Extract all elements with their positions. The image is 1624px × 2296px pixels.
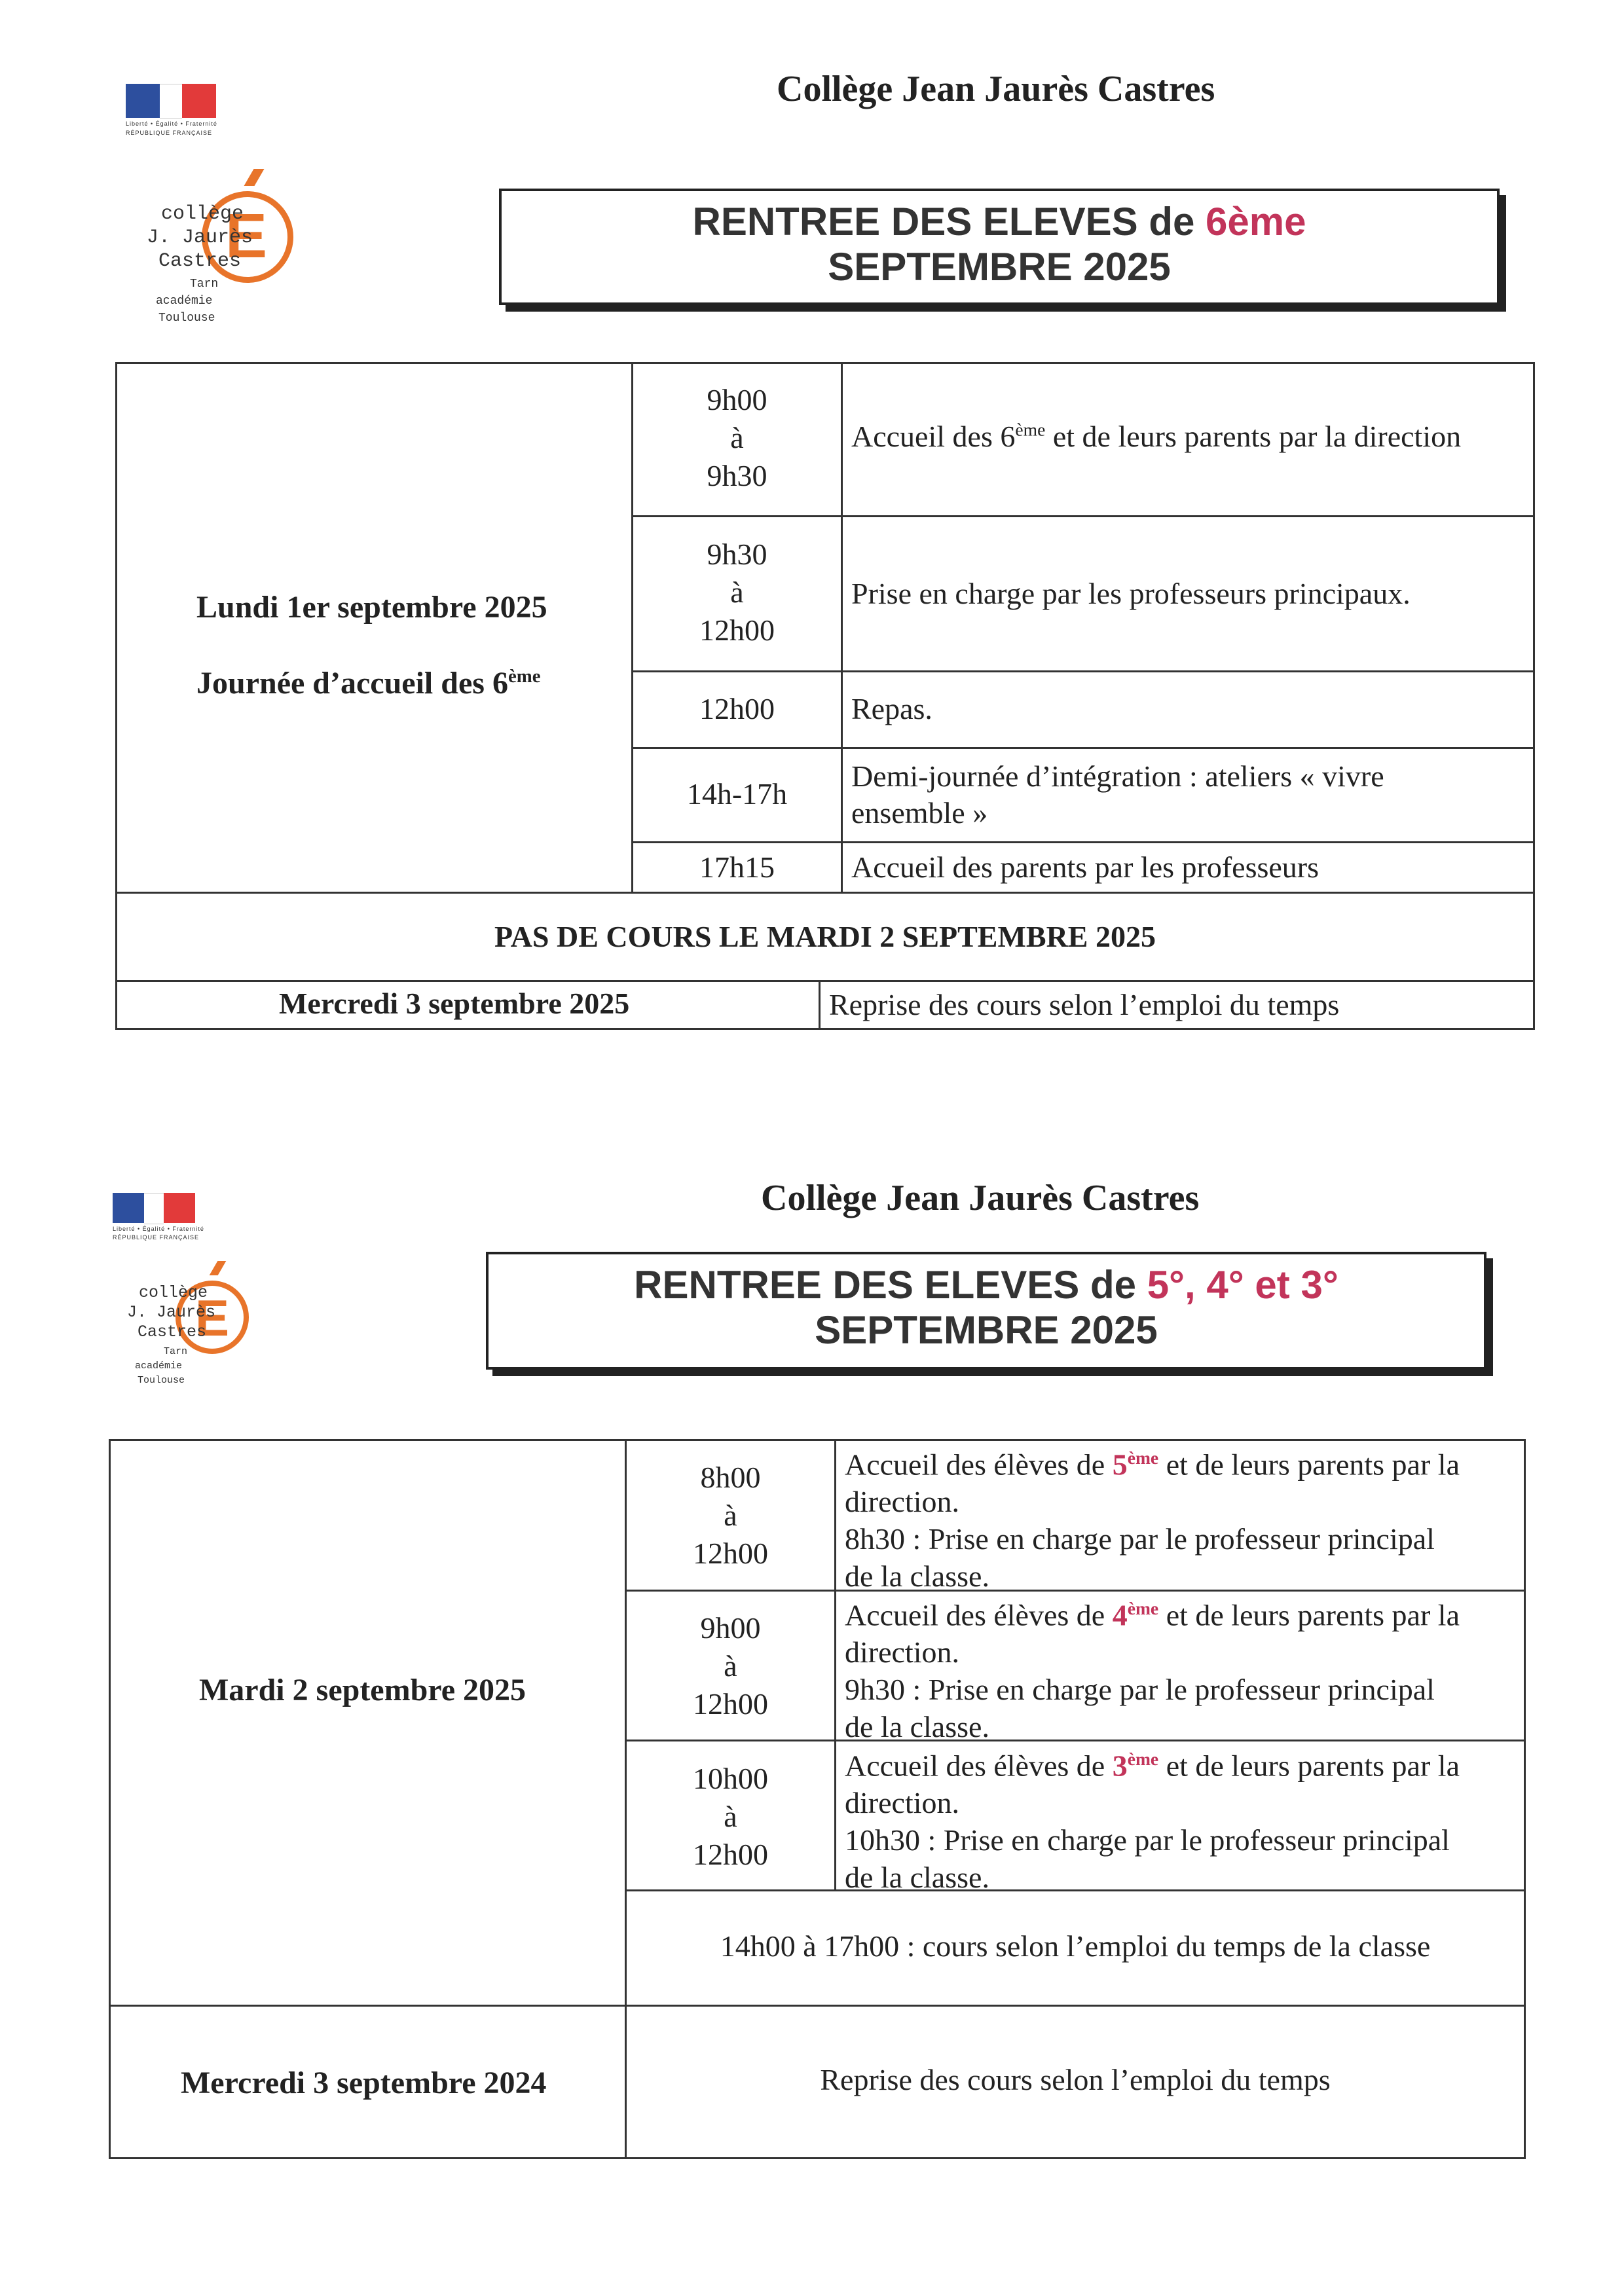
section1-day-label: Lundi 1er septembre 2025 bbox=[196, 590, 547, 625]
section2-row3-time: 10h00 à 12h00 bbox=[693, 1762, 768, 1871]
section1-row5-time: 17h15 bbox=[699, 850, 775, 884]
section1-no-class-notice: PAS DE COURS LE MARDI 2 SEPTEMBRE 2025 bbox=[494, 920, 1156, 953]
flag-caption-republique: RÉPUBLIQUE FRANÇAISE bbox=[126, 130, 213, 136]
section2-afternoon: 14h00 à 17h00 : cours selon l’emploi du temps de la classe bbox=[720, 1929, 1431, 1963]
section1-row2-desc: Prise en charge par les professeurs principaux. bbox=[851, 577, 1411, 610]
section1-title-box bbox=[499, 189, 1500, 305]
section2-title-box bbox=[486, 1252, 1486, 1370]
section1-row5-desc: Accueil des parents par les professeurs bbox=[851, 850, 1320, 884]
section2-row1-desc: Accueil des élèves de 5ème et de leurs parents par la direction. 8h30 : Prise en charge par le professeur principal de la classe. bbox=[845, 1448, 1460, 1594]
college-logo-2: E collège J. Jaurès Castres Tarn académie Toulouse bbox=[126, 1261, 257, 1405]
republique-francaise-flag-logo bbox=[126, 84, 216, 119]
section1-row3-desc: Repas. bbox=[851, 692, 932, 725]
section2-title-prefix: RENTREE DES ELEVES de bbox=[634, 1263, 1147, 1307]
school-title: Collège Jean Jaurès Castres bbox=[777, 69, 1215, 109]
section1-title-line2: SEPTEMBRE 2025 bbox=[828, 245, 1171, 289]
section2-title-highlight: 5°, 4° et 3° bbox=[1147, 1263, 1338, 1307]
section1-wed-desc: Reprise des cours selon l’emploi du temps bbox=[829, 988, 1340, 1021]
section1-row4-desc: Demi-journée d’intégration : ateliers « vivre ensemble » bbox=[851, 759, 1384, 829]
section2-wed-label: Mercredi 3 septembre 2024 bbox=[181, 2066, 547, 2100]
section2-row3-desc: Accueil des élèves de 3ème et de leurs parents par la direction. 10h30 : Prise en charge par le professeur principal de la classe. bbox=[845, 1749, 1460, 1895]
section1-row2-time: 9h30 à 12h00 bbox=[699, 538, 775, 647]
section2-title-line2: SEPTEMBRE 2025 bbox=[815, 1308, 1158, 1352]
section1-title-prefix: RENTREE DES ELEVES de bbox=[692, 200, 1206, 244]
section2-row1-time: 8h00 à 12h00 bbox=[693, 1461, 768, 1570]
section2-row2-desc: Accueil des élèves de 4ème et de leurs parents par la direction. 9h30 : Prise en charge par le professeur principal de la classe. bbox=[845, 1598, 1460, 1744]
section1-row4-time: 14h-17h bbox=[686, 777, 788, 811]
section2-row2-time: 9h00 à 12h00 bbox=[693, 1611, 768, 1721]
college-logo: E collège J. Jaurès Castres Tarn académie Toulouse bbox=[144, 164, 295, 334]
section1-row3-time: 12h00 bbox=[699, 692, 775, 725]
section1-row1-desc: Accueil des 6ème et de leurs parents par la direction bbox=[851, 419, 1462, 453]
section1-day-sub: Journée d’accueil des 6ème bbox=[196, 666, 541, 701]
flag-caption: Liberté • Égalité • Fraternité bbox=[126, 120, 217, 127]
school-title-2: Collège Jean Jaurès Castres bbox=[761, 1178, 1200, 1218]
section2-day-label: Mardi 2 septembre 2025 bbox=[199, 1673, 526, 1707]
flag-caption-republique-2: RÉPUBLIQUE FRANÇAISE bbox=[113, 1234, 200, 1241]
republique-francaise-flag-logo-2 bbox=[113, 1193, 195, 1224]
section2-wed-desc: Reprise des cours selon l’emploi du temps bbox=[820, 2063, 1331, 2096]
flag-caption-2: Liberté • Égalité • Fraternité bbox=[113, 1226, 204, 1232]
section1-wed-label: Mercredi 3 septembre 2025 bbox=[279, 987, 630, 1020]
section1-title-highlight: 6ème bbox=[1206, 200, 1306, 244]
section1-row1-time: 9h00 à 9h30 bbox=[707, 383, 767, 492]
